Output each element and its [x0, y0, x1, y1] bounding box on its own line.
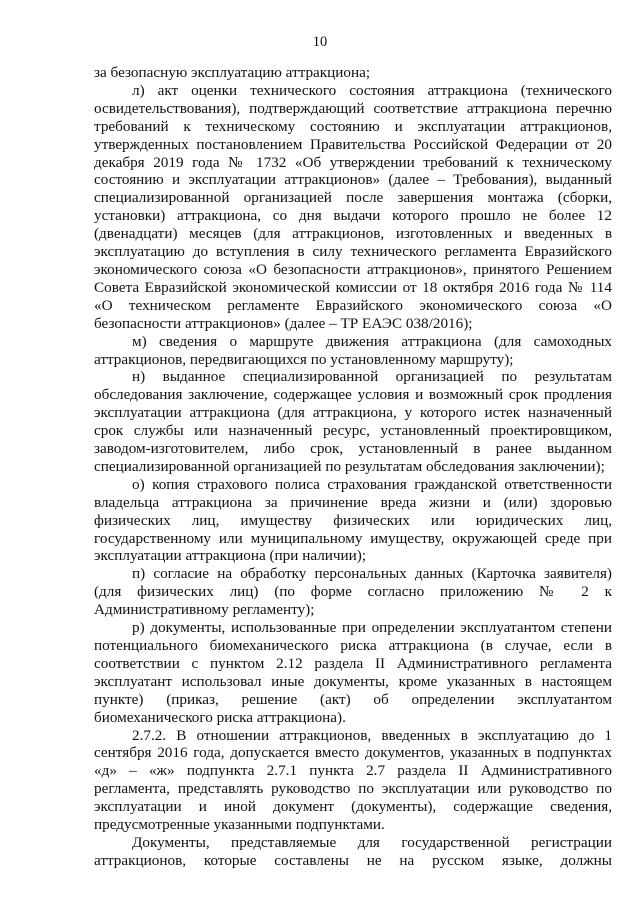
paragraph-item-l: л) акт оценки технического состояния аттракциона (технического освидетельствования), подтверждающий соответствие аттракциона перечню требований к техническому состоянию и эксплуатации аттракционов, утвержденных постановлением Правительства Российской Федерации от 20 декабря 2019 года № 1732 «Об утверждении требований к техническому состоянию и эксплуатации аттракционов» (далее – Требования), выданный специализированной организацией после завершения монтажа (сборки, установки) аттракциона, со дня выдачи которого прошло не более 12 (двенадцати) месяцев (для аттракционов, изготовленных и введенных в эксплуатацию до вступления в силу технического регламента Евразийского экономического союза «О безопасности аттракционов», принятого Решением Совета Евразийской экономической комиссии от 18 октября 2016 года № 114 «О техническом регламенте Евразийского экономического союза «О безопасности аттракционов» (далее – ТР ЕАЭС 038/2016);: [94, 81, 612, 332]
paragraph-item-p: п) согласие на обработку персональных данных (Карточка заявителя) (для физических лиц) (по форме согласно приложению № 2 к Административному регламенту);: [94, 565, 612, 619]
paragraph-item-o: о) копия страхового полиса страхования гражданской ответственности владельца аттракциона за причинение вреда жизни и (или) здоровью физических лиц, имуществу физических или юридических лиц, государственному или муниципальному имуществу, окружающей среде при эксплуатации аттракциона (при наличии);: [94, 475, 612, 565]
paragraph-item-m: м) сведения о маршруте движения аттракциона (для самоходных аттракционов, передвигающихся по установленному маршруту);: [94, 332, 612, 368]
paragraph-item-r: р) документы, использованные при определении эксплуатантом степени потенциального биомеханического риска аттракциона (в случае, если в соответствии с пунктом 2.12 раздела II Административного регламента эксплуатант использовал иные документы, кроме указанных в настоящем пункте) (приказ, решение (акт) об определении эксплуатантом биомеханического риска аттракциона).: [94, 619, 612, 726]
paragraph-documents: Документы, представляемые для государственной регистрации аттракционов, которые составлены не на русском языке, должны: [94, 833, 612, 869]
paragraph-2-7-2: 2.7.2. В отношении аттракционов, введенных в эксплуатацию до 1 сентября 2016 года, допускается вместо документов, указанных в подпунктах «д» – «ж» подпункта 2.7.1 пункта 2.7 раздела II Административного регламента, представлять руководство по эксплуатации или руководство по эксплуатации и иной документ (документы), содержащие сведения, предусмотренные указанными подпунктами.: [94, 726, 612, 834]
document-body: [94, 64, 612, 870]
paragraph-continuation: за безопасную эксплуатацию аттракциона;: [94, 64, 371, 81]
paragraph-item-n: н) выданное специализированной организацией по результатам обследования заключение, содержащее условия и возможный срок продления эксплуатации аттракциона (для аттракциона, у которого истек назначенный срок службы или назначенный ресурс, установленный проектировщиком, заводом-изготовителем, либо срок, установленный в ранее выданном специализированной организацией по результатам обследования заключении);: [94, 368, 612, 475]
page-number: 10: [312, 34, 328, 50]
